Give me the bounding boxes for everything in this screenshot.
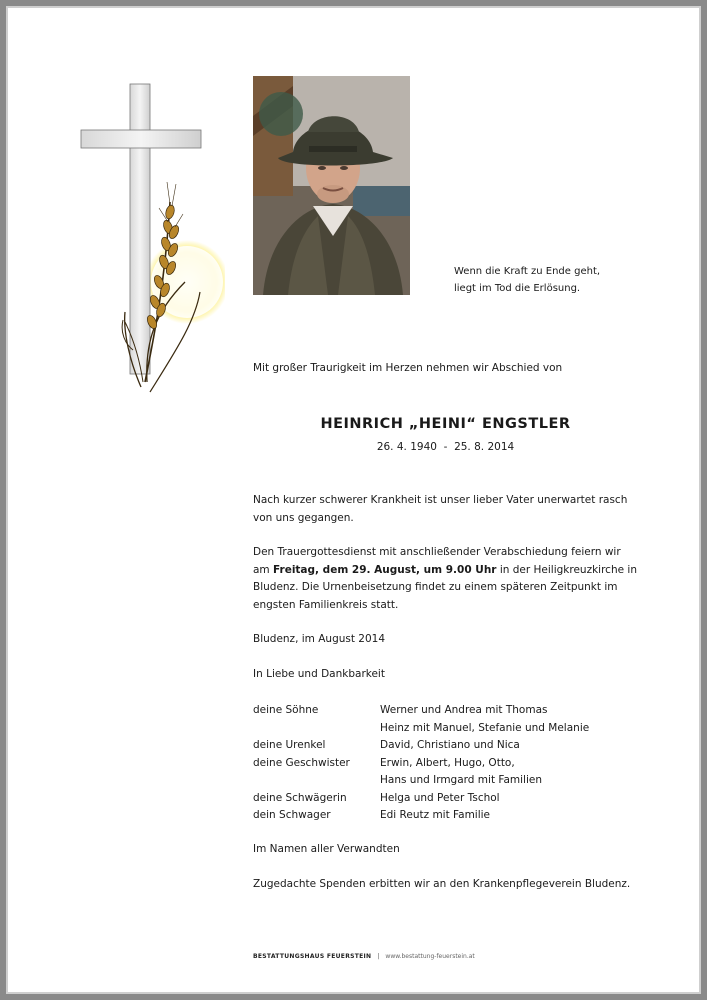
donation-note: Zugedachte Spenden erbitten wir an den Krankenpflegeverein Bludenz.: [253, 878, 631, 890]
family-row: [253, 755, 638, 773]
paragraph-passing: [253, 492, 638, 527]
family-names: Werner und Andrea mit Thomas: [380, 704, 548, 716]
relatives-note: Im Namen aller Verwandten: [253, 843, 400, 855]
intro-text: Mit großer Traurigkeit im Herzen nehmen wir Abschied von: [253, 362, 563, 374]
paragraph-line: Bludenz. Die Urnenbeisetzung findet zu einem späteren Zeitpunkt im: [253, 581, 618, 593]
text-span: am: [253, 563, 274, 576]
family-row: [253, 737, 638, 755]
text-span: in der Heiligkreuzkirche in: [496, 563, 637, 576]
family-relation: deine Schwägerin: [253, 791, 347, 804]
family-relation: dein Schwager: [253, 809, 331, 821]
footer-url-link[interactable]: www.bestattung-feuerstein.at: [385, 953, 475, 960]
family-names: Helga und Peter Tschol: [380, 791, 500, 804]
closing-text: In Liebe und Dankbarkeit: [253, 668, 385, 680]
family-row: [253, 720, 638, 738]
quote-line: Wenn die Kraft zu Ende geht,: [454, 266, 601, 277]
family-row: [253, 702, 638, 720]
family-names: Edi Reutz mit Familie: [380, 809, 491, 821]
paragraph-line: engsten Familienkreis statt.: [253, 598, 399, 611]
family-names: David, Christiano und Nica: [380, 739, 520, 751]
family-relation: deine Söhne: [253, 704, 319, 716]
paragraph-line: Den Trauergottesdienst mit anschließender Verabschiedung feiern wir: [253, 546, 621, 558]
paragraph-line: [253, 562, 638, 580]
quote-line: liegt im Tod die Erlösung.: [454, 283, 581, 294]
family-names: Erwin, Albert, Hugo, Otto,: [380, 756, 515, 769]
place-date: Bludenz, im August 2014: [253, 633, 386, 645]
family-row: [253, 772, 638, 790]
family-names: Heinz mit Manuel, Stefanie und Melanie: [380, 721, 590, 734]
family-relation: deine Urenkel: [253, 739, 326, 751]
portrait-photo: [253, 76, 410, 295]
funeral-home-name: BESTATTUNGSHAUS FEUERSTEIN: [253, 953, 372, 960]
family-relation: [253, 772, 380, 790]
paragraph-line: Nach kurzer schwerer Krankheit ist unser lieber Vater unerwartet rasch: [253, 494, 628, 506]
footer: [253, 953, 475, 960]
family-row: [253, 790, 638, 808]
family-relation: deine Geschwister: [253, 756, 350, 769]
family-names: Hans und Irmgard mit Familien: [380, 774, 543, 786]
footer-separator: |: [377, 953, 380, 960]
quote: [454, 263, 600, 297]
family-row: [253, 807, 638, 825]
family-relation: [253, 720, 380, 738]
paragraph-service: [253, 544, 638, 614]
deceased-name: HEINRICH „HEINI“ ENGSTLER: [320, 416, 571, 432]
life-dates: 26. 4. 1940 - 25. 8. 2014: [376, 441, 515, 453]
cross-with-wheat-icon: [75, 82, 225, 402]
paragraph-line: von uns gegangen.: [253, 511, 354, 524]
family-list: [253, 702, 638, 825]
service-date-time: Freitag, dem 29. August, um 9.00 Uhr: [273, 563, 497, 576]
